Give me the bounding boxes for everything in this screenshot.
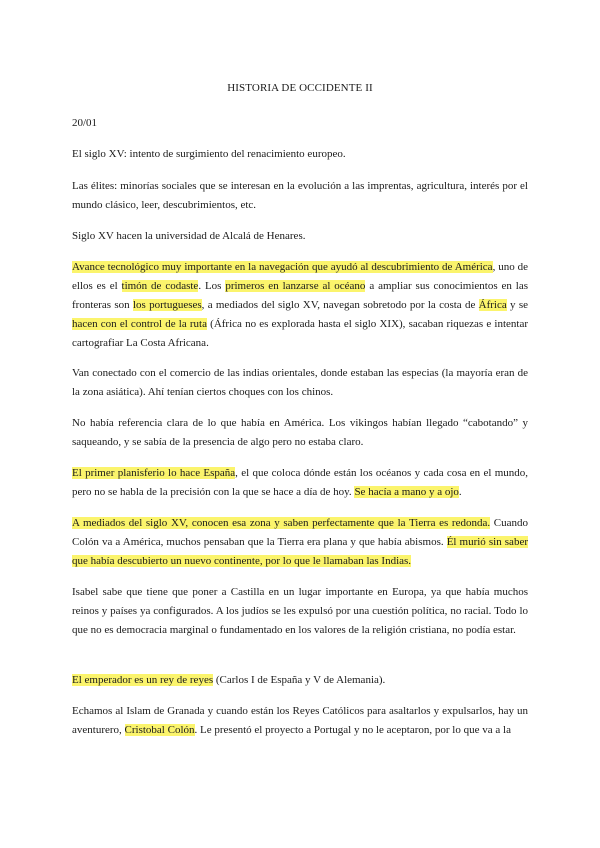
highlighted-text: los portugueses (132, 299, 202, 311)
paragraph-text: y se (506, 299, 529, 311)
paragraph-text: . Los (198, 280, 226, 292)
paragraph-text: , uno de ellos es el (72, 261, 528, 292)
paragraph-text: Cuando Colón va a América, muchos pensaban que la Tierra era plana y que había abismos. (72, 517, 528, 548)
highlighted-text: primeros en lanzarse al océano (225, 280, 366, 292)
paragraph-text: (Carlos I de España y V de Alemania). (213, 674, 386, 686)
paragraph (72, 364, 528, 402)
paragraph (72, 227, 528, 246)
document-title: HISTORIA DE OCCIDENTE II (227, 82, 373, 94)
highlighted-text: El primer planisferio lo hace España (72, 467, 236, 479)
paragraph-text: 20/01 (72, 117, 98, 129)
highlighted-text: Él murió sin saber que había descubierto un nuevo continente, por lo que le llamaban las Indias. (72, 536, 528, 567)
paragraph-text: Siglo XV hacen la universidad de Alcalá de Henares. (72, 230, 306, 242)
paragraph-text: a ampliar sus conocimientos en las fronteras son (72, 280, 528, 311)
paragraph-text: . Le presentó el proyecto a Portugal y no le aceptaron, por lo que va a la (194, 724, 511, 736)
highlighted-text: A mediados del siglo XV, conocen esa zona y saben perfectamente que la Tierra es redonda. (72, 517, 491, 529)
paragraph (72, 514, 528, 571)
paragraph-text: Isabel sabe que tiene que poner a Castilla en un lugar importante en Europa, ya que había muchos reinos y países ya configurados. A los judíos se les expulsó por una cuestión política, no racial. Todo lo que no es democracia marginal o fundamentado en los valores de la religión cristiana, no podía estar. (72, 586, 528, 636)
paragraph (72, 583, 528, 640)
paragraph-text: , el que coloca dónde están los océanos y cada cosa en el mundo, pero no se habla de la precisión con la que se hace a día de hoy. (72, 467, 529, 498)
paragraph-date (72, 114, 528, 133)
highlighted-text: hacen con el control de la ruta (72, 318, 207, 330)
paragraph (72, 145, 528, 164)
highlighted-text: Avance tecnológico muy importante en la navegación que ayudó al descubrimiento de América (72, 261, 493, 273)
paragraph (72, 702, 528, 740)
paragraph-text: . (458, 486, 462, 498)
paragraph-text: El siglo XV: intento de surgimiento del renacimiento europeo. (72, 148, 346, 160)
paragraph (72, 414, 528, 452)
highlighted-text: Cristobal Colón (124, 724, 195, 736)
paragraph (72, 258, 528, 353)
highlighted-text: timón de codaste (121, 280, 199, 292)
highlighted-text: El emperador es un rey de reyes (72, 674, 214, 686)
paragraph (72, 464, 528, 502)
paragraph-text: Las élites: minorías sociales que se interesan en la evolución a las imprentas, agricultura, interés por el mundo clásico, leer, descubrimientos, etc. (72, 180, 528, 211)
paragraph-text: No había referencia clara de lo que había en América. Los vikingos habían llegado “cabotando” y saqueando, y se sabía de la presencia de algo pero no estaba claro. (72, 417, 528, 448)
paragraph-text: , a mediados del siglo XV, navegan sobretodo por la costa de (201, 299, 479, 311)
highlighted-text: África (478, 299, 507, 311)
paragraph-text: (África no es explorada hasta el siglo XIX), sacaban riquezas e intentar cartografiar La Costa Africana. (72, 318, 528, 349)
paragraph-text: Van conectado con el comercio de las indias orientales, donde estaban las especias (la mayoría eran de la zona asiática). Ahí tenían ciertos choques con los chinos. (72, 367, 528, 398)
highlighted-text: Se hacía a mano y a ojo (354, 486, 459, 498)
paragraph (72, 177, 528, 215)
paragraph (72, 671, 528, 690)
paragraph-text: Echamos al Islam de Granada y cuando están los Reyes Católicos para asaltarlos y expulsarlos, hay un aventurero, (72, 705, 528, 736)
